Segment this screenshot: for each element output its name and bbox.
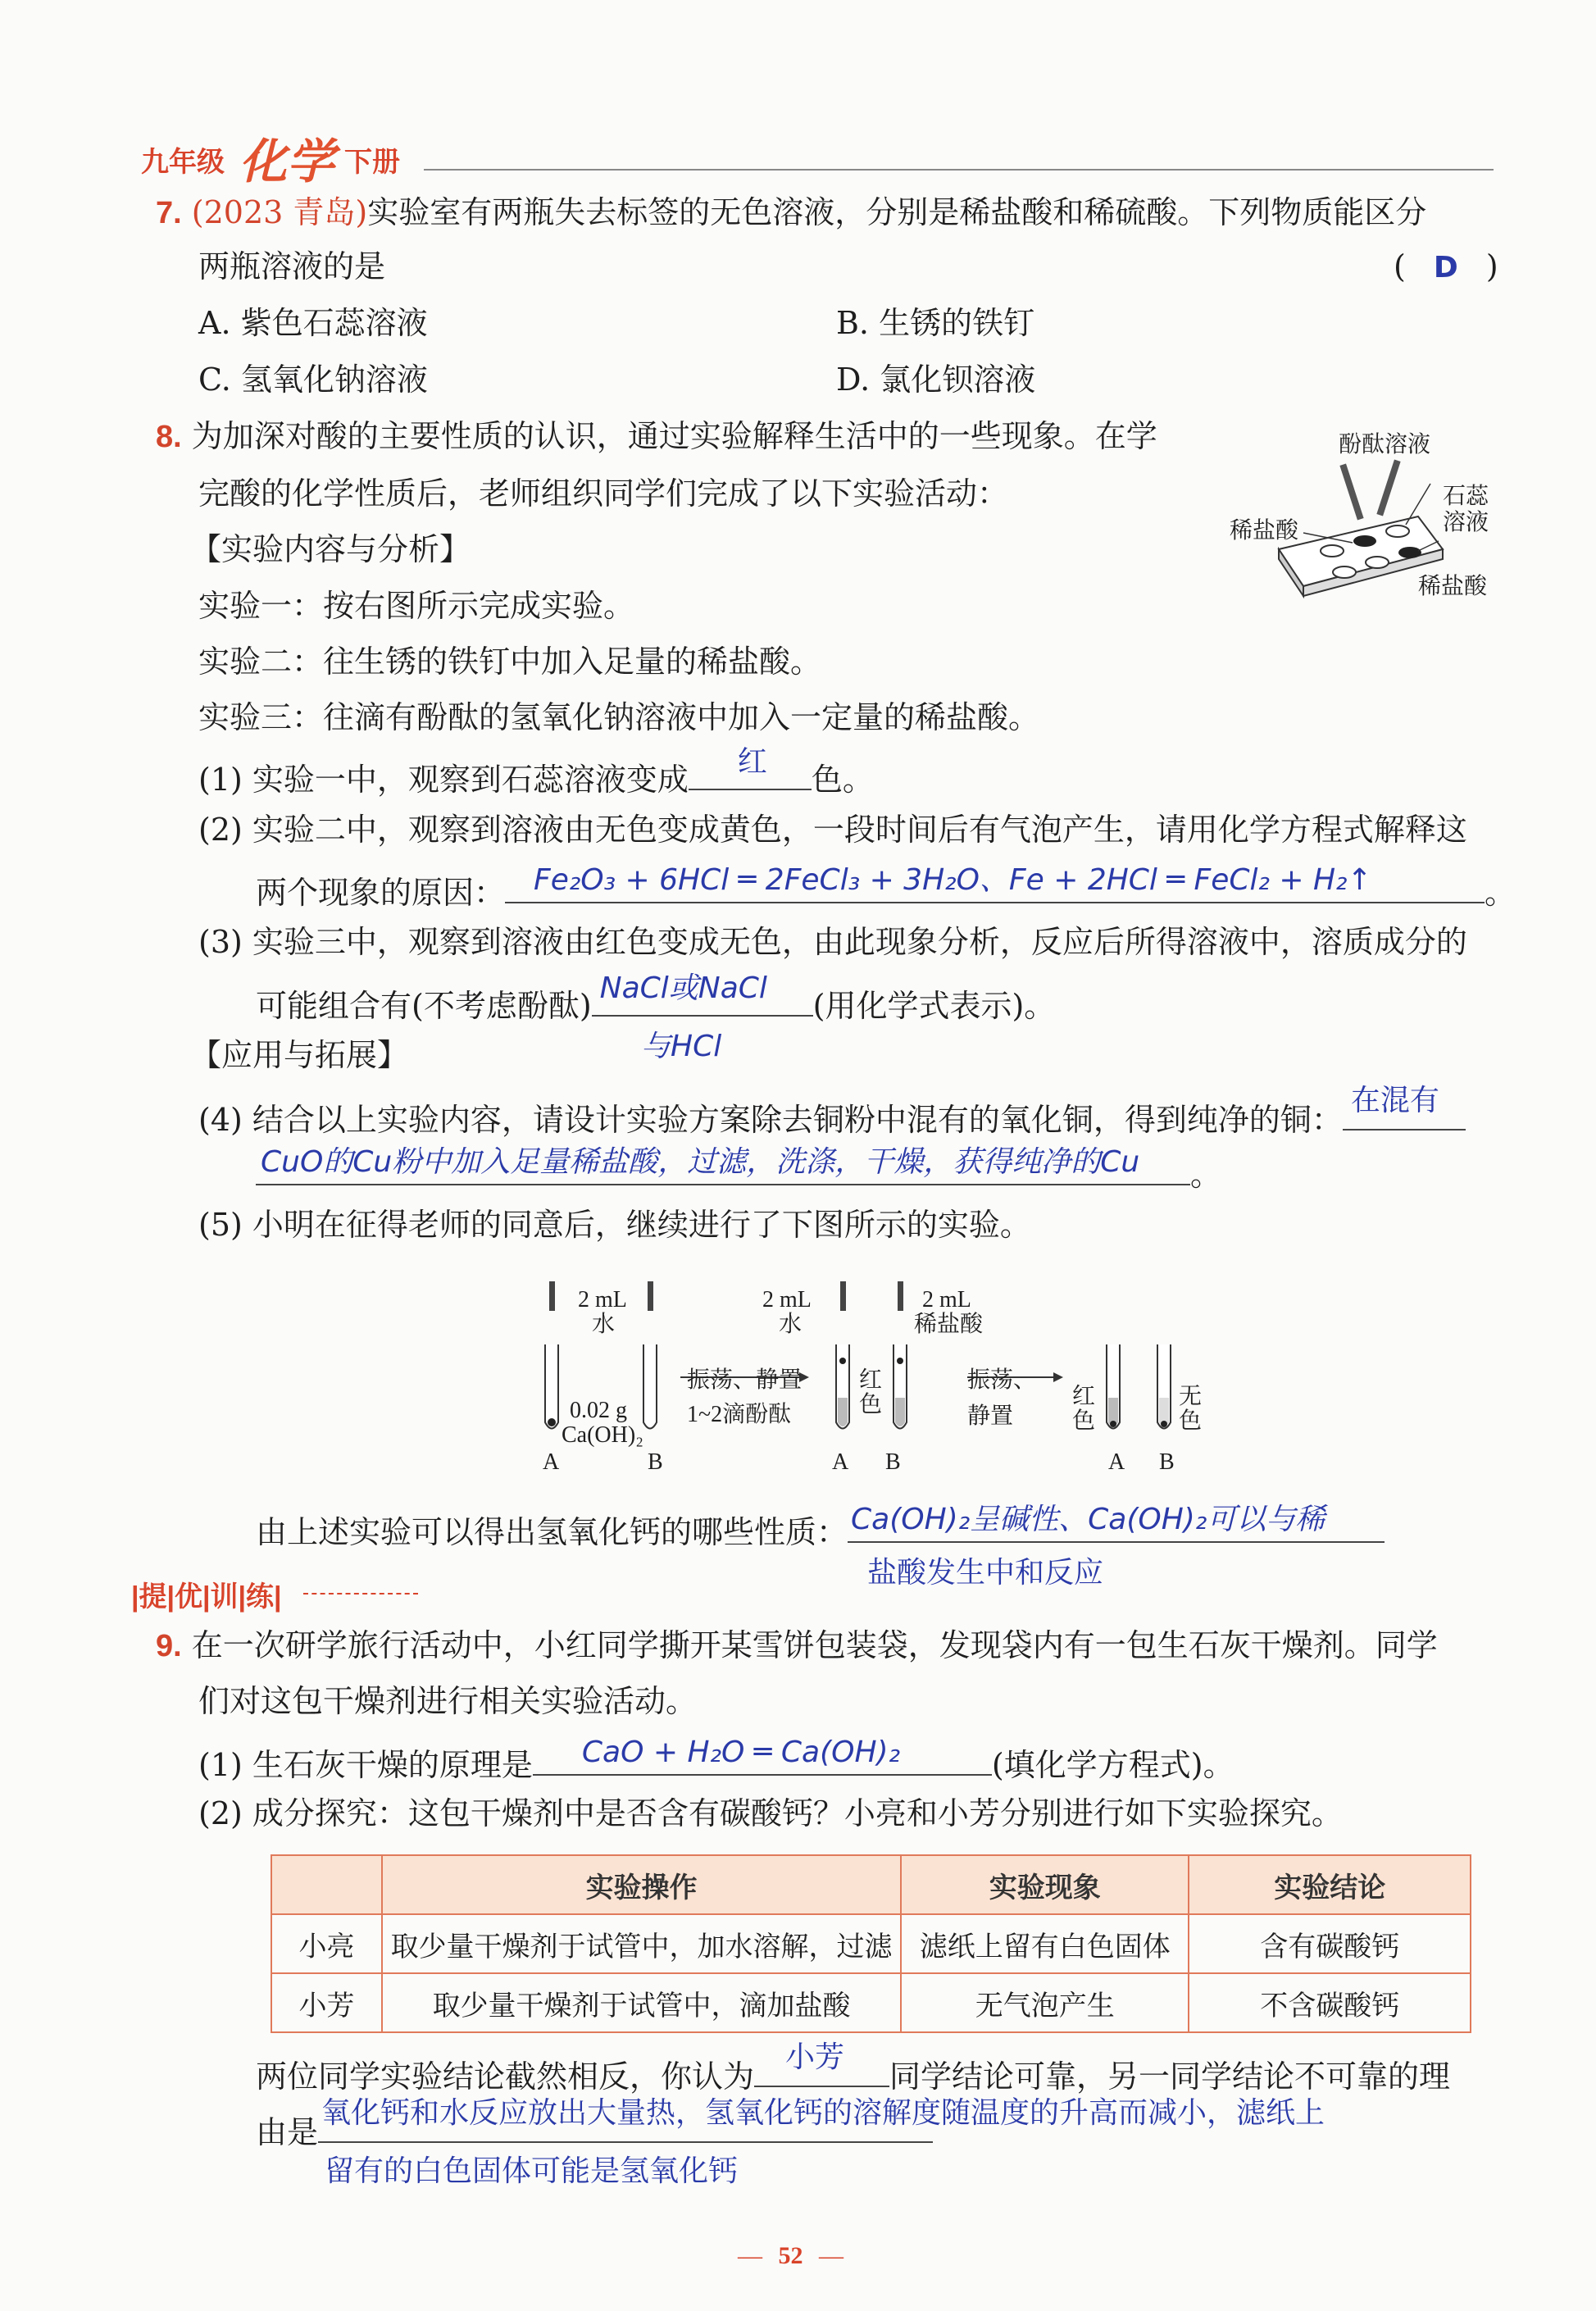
table-header-row	[271, 1855, 1471, 1914]
q8-s3-line1: (3) 实验三中，观察到溶液由红色变成无色，由此现象分析，反应后所得溶液中，溶质成分的	[198, 924, 1467, 960]
q8-s5-answer2: 盐酸发生中和反应	[867, 1556, 1104, 1590]
q8-s4-blank2	[256, 1145, 1190, 1185]
q8-s5-blank	[848, 1503, 1385, 1543]
dropper-b2	[898, 1281, 903, 1311]
fig2-water2-name: 水	[779, 1312, 803, 1337]
dropper-1	[1339, 463, 1363, 520]
q9-s1-blank	[533, 1736, 992, 1776]
q9-line1-text: 在一次研学旅行活动中，小红同学撕开某雪饼包装袋，发现袋内有一包生石灰干燥剂。同学	[191, 1627, 1438, 1663]
section-title: |提|优|训|练|	[131, 1581, 282, 1613]
fig2-hcl-vol: 2 mL	[922, 1287, 971, 1312]
fig2-mass: 0.02 g	[570, 1398, 627, 1423]
q8-intro1	[156, 418, 1157, 455]
q9-c1-blank	[754, 2040, 889, 2087]
q7-option-c: C. 氢氧化钠溶液	[198, 362, 428, 398]
q7-answer: D	[1433, 251, 1458, 284]
q7-paren-open: (	[1394, 248, 1406, 284]
table-header-phenomenon: 实验现象	[901, 1855, 1189, 1914]
q9-c2	[256, 2096, 1325, 2150]
fig2-label-a2: A	[832, 1449, 849, 1475]
fig2-red4: 色	[1072, 1408, 1096, 1434]
page-header	[141, 123, 1494, 189]
q9-s1-post: (填化学方程式)。	[991, 1747, 1235, 1783]
fig1-hcl-left: 稀盐酸	[1230, 518, 1299, 544]
fig2-colorless2: 色	[1179, 1408, 1203, 1434]
table-header-conclusion: 实验结论	[1189, 1855, 1471, 1914]
q8-exp2: 实验二：往生锈的铁钉中加入足量的稀盐酸。	[198, 644, 822, 680]
table-header-name	[271, 1855, 382, 1914]
page-number-dash-left: —	[738, 2242, 762, 2269]
q8-s3-answer1: NaCl或NaCl	[599, 971, 767, 1005]
q8-s2-blank	[505, 863, 1485, 903]
fig2-red-a: 红	[859, 1367, 883, 1393]
q8-s2-line2	[256, 863, 1516, 911]
q7-text2: 两瓶溶液的是	[198, 248, 386, 284]
q8-s2-line1: (2) 实验二中，观察到溶液由无色变成黄色，一段时间后有气泡产生，请用化学方程式解释这	[198, 812, 1467, 848]
q8-s1-pre: (1) 实验一中，观察到石蕊溶液变成	[198, 762, 689, 798]
fig2-water2-vol: 2 mL	[762, 1287, 812, 1312]
q8-s1-answer: 红	[737, 745, 767, 779]
q9-s2: (2) 成分探究：这包干燥剂中是否含有碳酸钙？小亮和小芳分别进行如下实验探究。	[198, 1795, 1343, 1831]
header-rule	[424, 169, 1494, 171]
table-header-operation: 实验操作	[382, 1855, 901, 1914]
q7-source: (2023 青岛)	[191, 194, 368, 230]
q7-option-a: A. 紫色石蕊溶液	[198, 305, 428, 341]
tube-b1	[643, 1344, 657, 1429]
section-title-rule	[303, 1593, 418, 1594]
q8-s1-post: 色。	[811, 762, 874, 798]
q8-s3-answer2: 与HCl	[641, 1030, 722, 1063]
q8-intro1-text: 为加深对酸的主要性质的认识，通过实验解释生活中的一些现象。在学	[191, 418, 1157, 454]
header-volume: 下册	[344, 147, 400, 178]
q8-intro2: 完酸的化学性质后，老师组织同学们完成了以下实验活动：	[198, 475, 1009, 512]
q8-s3-line2	[256, 971, 1056, 1024]
q9-s1-answer: CaO + H₂O ═ Ca(OH)₂	[581, 1736, 901, 1769]
q9-s1-pre: (1) 生石灰干燥的原理是	[198, 1747, 533, 1783]
q8-s2-post: 。	[1485, 875, 1516, 911]
page-number-dash-right: —	[819, 2242, 843, 2269]
q8-s4-blank1	[1343, 1084, 1466, 1130]
q8-s4-line1	[198, 1084, 1466, 1138]
table-cell: 小亮	[271, 1914, 382, 1973]
experiment-table	[271, 1854, 1471, 2033]
q9-c1-post: 同学结论可靠，另一同学结论不可靠的理	[889, 2059, 1451, 2095]
q8-s5-pre: 由上述实验可以得出氢氧化钙的哪些性质：	[256, 1514, 848, 1550]
fig2-arrow1-bottom: 1~2滴酚酞	[687, 1402, 792, 1427]
q8-s5-line: (5) 小明在征得老师的同意后，继续进行了下图所示的实验。	[198, 1207, 1031, 1243]
dropper-b1	[648, 1281, 653, 1311]
q9-c2-answer: 氧化钙和水反应放出大量热，氢氧化钙的溶解度随温度的升高而减小，滤纸上	[321, 2096, 1325, 2130]
fig1-phenol: 酚酞溶液	[1339, 432, 1431, 457]
table-cell: 小芳	[271, 1973, 382, 2032]
q9-line2: 们对这包干燥剂进行相关实验活动。	[198, 1683, 698, 1719]
fig1-litmus-2: 溶液	[1443, 510, 1489, 535]
q8-section-analysis: 【实验内容与分析】	[190, 531, 471, 567]
header-grade: 九年级	[141, 147, 225, 178]
fig1-litmus-1: 石蕊	[1443, 484, 1489, 509]
q7-paren-close: )	[1485, 248, 1498, 284]
q7-option-d: D. 氯化钡溶液	[836, 362, 1036, 398]
tube-a1	[545, 1344, 558, 1429]
q7-line1	[156, 194, 1426, 231]
dropper-a1	[549, 1281, 555, 1311]
dropper-2	[1376, 459, 1400, 516]
q8-s4-answer2: CuO的Cu粉中加入足量稀盐酸，过滤，洗涤，干燥，获得纯净的Cu	[261, 1145, 1140, 1179]
fig2-colorless1: 无	[1179, 1384, 1203, 1409]
table-cell: 取少量干燥剂于试管中，滴加盐酸	[382, 1973, 901, 2032]
q8-s2-answer: Fe₂O₃ + 6HCl ═ 2FeCl₃ + 3H₂O、Fe + 2HCl ═ FeCl₂ + H₂↑	[534, 863, 1372, 897]
fig2-water1-vol: 2 mL	[578, 1287, 627, 1312]
q8-s5-answer1: Ca(OH)₂呈碱性、Ca(OH)₂可以与稀	[851, 1503, 1325, 1536]
fig1-hcl-right: 稀盐酸	[1418, 574, 1488, 599]
fig2-label-b3: B	[1159, 1449, 1175, 1475]
q9-c2-blank	[318, 2096, 1325, 2143]
q8-s1-blank	[689, 745, 812, 790]
fig2-label-a1: A	[543, 1449, 560, 1475]
fig2-water1-name: 水	[592, 1312, 616, 1337]
table-cell: 含有碳酸钙	[1189, 1914, 1471, 1973]
q8-s3-pre: 可能组合有(不考虑酚酞)	[256, 988, 592, 1024]
fig2-red-b: 色	[859, 1392, 883, 1417]
fig2-arrow2-top: 振荡、	[967, 1367, 1037, 1393]
fig2-hcl-name: 稀盐酸	[914, 1312, 984, 1337]
header-subject: 化学	[239, 135, 335, 189]
table-row	[271, 1914, 1471, 1973]
q7-number: 7.	[156, 196, 182, 230]
q7-answer-paren	[1394, 248, 1498, 286]
table-cell: 滤纸上留有白色固体	[901, 1914, 1189, 1973]
q8-s2-pre: 两个现象的原因：	[256, 875, 506, 911]
q8-s3-blank	[592, 971, 813, 1017]
q8-s4-line2	[256, 1145, 1222, 1193]
page-number-wrap	[738, 2242, 843, 2270]
q8-number: 8.	[156, 420, 182, 454]
q8-section-application: 【应用与拓展】	[190, 1037, 409, 1073]
dropper-a2	[840, 1281, 846, 1311]
q9-s1	[198, 1736, 1235, 1783]
page-number: 52	[778, 2242, 803, 2269]
fig2-label-b1: B	[648, 1449, 663, 1475]
q8-s4-dot: 。	[1190, 1157, 1222, 1193]
table-cell: 取少量干燥剂于试管中，加水溶解，过滤	[382, 1914, 901, 1973]
table-cell: 无气泡产生	[901, 1973, 1189, 2032]
q9-c1-pre: 两位同学实验结论截然相反，你认为	[256, 2059, 755, 2095]
q9-line1	[156, 1627, 1438, 1664]
q9-c1	[256, 2040, 1451, 2095]
fig2-label-b2: B	[885, 1449, 901, 1475]
q7-option-b: B. 生锈的铁钉	[836, 305, 1035, 341]
fig2-red3: 红	[1072, 1384, 1096, 1409]
q9-c2-pre: 由是	[256, 2114, 319, 2150]
q7-text1: 实验室有两瓶失去标签的无色溶液，分别是稀盐酸和稀硫酸。下列物质能区分	[367, 194, 1427, 230]
fig2-caoh2: Ca(OH)₂	[562, 1422, 643, 1448]
fig2-arrow2-bottom: 静置	[967, 1403, 1014, 1429]
q8-s5-conclusion	[256, 1503, 1385, 1550]
table-row	[271, 1973, 1471, 2032]
fig2-label-a3: A	[1108, 1449, 1125, 1475]
q8-s3-post: (用化学式表示)。	[812, 988, 1056, 1024]
table-cell: 不含碳酸钙	[1189, 1973, 1471, 2032]
q8-s4-text: (4) 结合以上实验内容，请设计实验方案除去铜粉中混有的氧化铜，得到纯净的铜：	[198, 1102, 1343, 1138]
q9-c1-answer: 小芳	[785, 2040, 845, 2074]
q8-s1	[198, 745, 874, 798]
q8-exp1: 实验一：按右图所示完成实验。	[198, 588, 635, 624]
fig2-arrow1-top: 振荡、静置	[687, 1367, 803, 1393]
q8-exp3: 实验三：往滴有酚酞的氢氧化钠溶液中加入一定量的稀盐酸。	[198, 699, 1040, 735]
q8-s4-answer1: 在混有	[1350, 1084, 1439, 1117]
q9-c3-answer: 留有的白色固体可能是氢氧化钙	[325, 2154, 739, 2188]
q9-number: 9.	[156, 1629, 182, 1663]
